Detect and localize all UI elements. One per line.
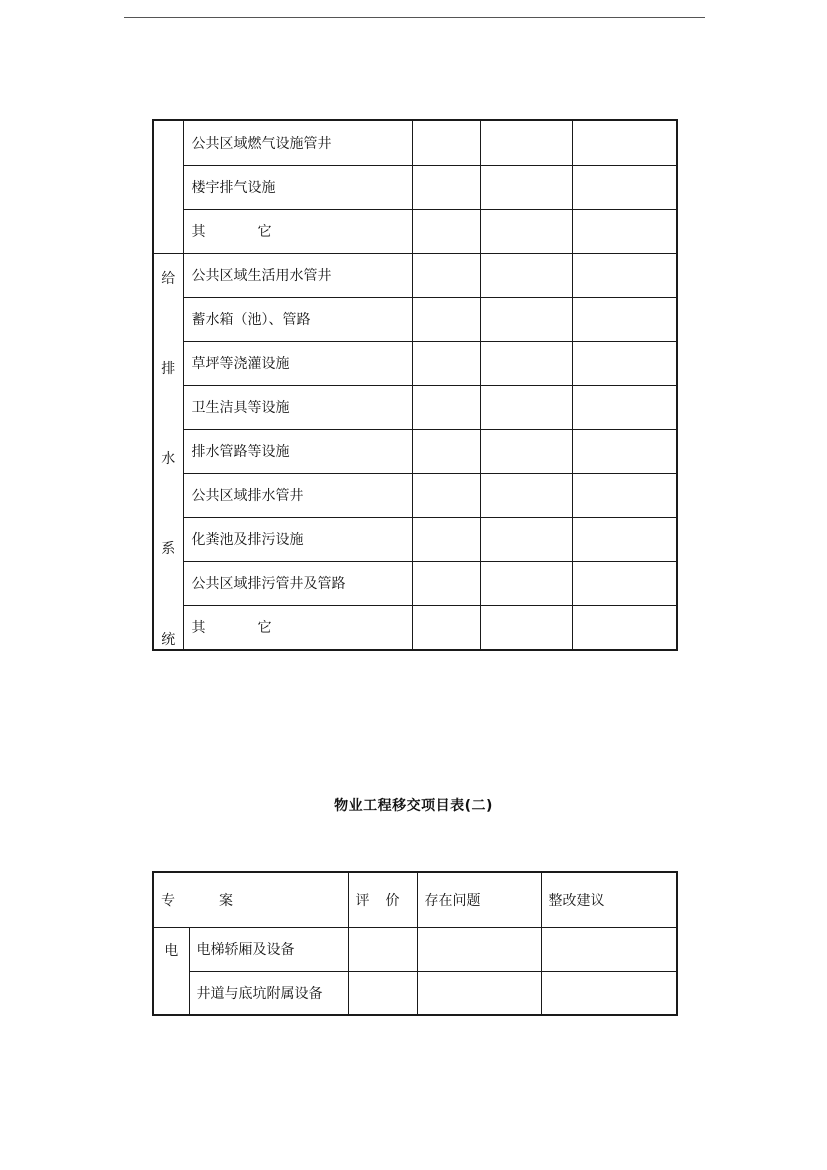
group-cell-gas xyxy=(153,120,183,253)
other-char-b: 它 xyxy=(257,224,272,240)
issue-cell[interactable] xyxy=(480,605,572,649)
evaluation-cell[interactable] xyxy=(412,429,480,473)
item-cell: 电梯轿厢及设备 xyxy=(189,927,348,971)
suggestion-cell[interactable] xyxy=(572,561,677,605)
evaluation-cell[interactable] xyxy=(412,253,480,297)
evaluation-cell[interactable] xyxy=(348,971,417,1015)
issue-cell[interactable] xyxy=(480,341,572,385)
suggestion-cell[interactable] xyxy=(572,605,677,649)
header-cell-project xyxy=(153,872,348,927)
item-cell: 排水管路等设施 xyxy=(183,429,412,473)
evaluation-cell[interactable] xyxy=(412,297,480,341)
suggestion-cell[interactable] xyxy=(541,971,677,1015)
table-row xyxy=(153,209,677,253)
evaluation-cell[interactable] xyxy=(412,385,480,429)
table-row xyxy=(153,517,677,561)
other-char-b: 它 xyxy=(257,620,272,637)
header-rule xyxy=(124,17,705,18)
evaluation-cell[interactable] xyxy=(412,561,480,605)
table-header-row xyxy=(153,872,677,927)
item-cell: 公共区域燃气设施管井 xyxy=(183,120,412,165)
table-row xyxy=(153,165,677,209)
suggestion-cell[interactable] xyxy=(572,341,677,385)
issue-cell[interactable] xyxy=(480,297,572,341)
suggestion-cell[interactable] xyxy=(572,209,677,253)
suggestion-cell[interactable] xyxy=(572,517,677,561)
evaluation-cell[interactable] xyxy=(412,473,480,517)
handover-table-two xyxy=(152,871,678,1016)
item-cell: 草坪等浇灌设施 xyxy=(183,341,412,385)
header-cell-evaluation xyxy=(348,872,417,927)
item-cell: 化粪池及排污设施 xyxy=(183,517,412,561)
evaluation-cell[interactable] xyxy=(412,165,480,209)
table-row xyxy=(153,297,677,341)
issue-cell[interactable] xyxy=(480,385,572,429)
header-char-b: 价 xyxy=(385,892,400,909)
issue-cell[interactable] xyxy=(480,561,572,605)
other-char-a: 其 xyxy=(191,620,206,637)
document-title: 物业工程移交项目表(二) xyxy=(334,798,493,814)
suggestion-cell[interactable] xyxy=(572,297,677,341)
header-char-b: 案 xyxy=(219,892,233,909)
table-row xyxy=(153,927,677,971)
group-char: 排 xyxy=(161,360,176,377)
item-cell: 公共区域排水管井 xyxy=(183,473,412,517)
issue-cell[interactable] xyxy=(480,253,572,297)
group-char: 系 xyxy=(161,541,176,558)
issue-cell[interactable] xyxy=(480,517,572,561)
suggestion-cell[interactable] xyxy=(572,253,677,297)
other-char-a: 其 xyxy=(191,224,206,240)
evaluation-cell[interactable] xyxy=(412,209,480,253)
table-row xyxy=(153,120,677,165)
suggestion-cell[interactable] xyxy=(572,165,677,209)
header-char-a: 专 xyxy=(161,892,175,909)
table-row xyxy=(153,253,677,297)
group-char: 给 xyxy=(161,270,176,287)
issue-cell[interactable] xyxy=(417,927,541,971)
suggestion-cell[interactable] xyxy=(572,385,677,429)
header-cell-issues: 存在问题 xyxy=(417,872,541,927)
item-cell: 公共区域生活用水管井 xyxy=(183,253,412,297)
issue-cell[interactable] xyxy=(480,165,572,209)
suggestion-cell[interactable] xyxy=(572,429,677,473)
issue-cell[interactable] xyxy=(417,971,541,1015)
item-cell: 井道与底坑附属设备 xyxy=(189,971,348,1015)
table-row xyxy=(153,385,677,429)
table-row xyxy=(153,341,677,385)
group-label-vertical xyxy=(154,254,183,649)
evaluation-cell[interactable] xyxy=(412,605,480,649)
item-cell: 蓄水箱（池）、管路 xyxy=(183,297,412,341)
group-char: 水 xyxy=(161,451,176,467)
suggestion-cell[interactable] xyxy=(541,927,677,971)
item-cell-other xyxy=(183,209,412,253)
table-row xyxy=(153,473,677,517)
item-cell-other xyxy=(183,605,412,649)
table-row xyxy=(153,971,677,1015)
table-row xyxy=(153,429,677,473)
suggestion-cell[interactable] xyxy=(572,120,677,165)
header-cell-suggestions: 整改建议 xyxy=(541,872,677,927)
issue-cell[interactable] xyxy=(480,120,572,165)
item-cell: 公共区域排污管井及管路 xyxy=(183,561,412,605)
group-cell-elevator: 电 xyxy=(153,927,189,1015)
group-char: 统 xyxy=(161,631,176,648)
table-row xyxy=(153,561,677,605)
handover-table-continued xyxy=(152,119,678,651)
item-cell: 卫生洁具等设施 xyxy=(183,385,412,429)
issue-cell[interactable] xyxy=(480,429,572,473)
evaluation-cell[interactable] xyxy=(412,120,480,165)
item-cell: 楼宇排气设施 xyxy=(183,165,412,209)
suggestion-cell[interactable] xyxy=(572,473,677,517)
group-cell-water xyxy=(153,253,183,650)
issue-cell[interactable] xyxy=(480,209,572,253)
header-char-a: 评 xyxy=(355,892,370,909)
table-row xyxy=(153,605,677,649)
issue-cell[interactable] xyxy=(480,473,572,517)
evaluation-cell[interactable] xyxy=(412,517,480,561)
evaluation-cell[interactable] xyxy=(412,341,480,385)
evaluation-cell[interactable] xyxy=(348,927,417,971)
